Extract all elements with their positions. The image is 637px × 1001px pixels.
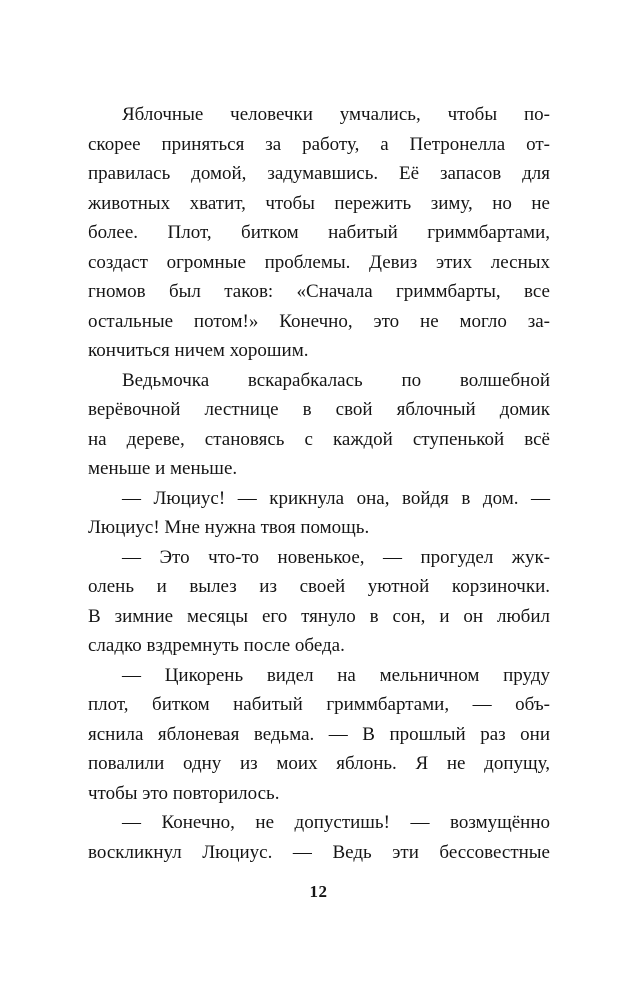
text-line: повалили одну из моих яблонь. Я не допущу, — [88, 753, 550, 774]
text-line: остальные потом!» Конечно, это не могло за- — [88, 310, 550, 332]
text-block — [88, 100, 550, 867]
paragraph — [88, 543, 550, 661]
text-line: меньше и меньше. — [88, 458, 238, 479]
paragraph — [88, 808, 550, 867]
text-line: верёвочной лестнице в свой яблочный домик — [88, 399, 550, 420]
text-line: олень и вылез из своей уютной корзиночки. — [88, 576, 550, 597]
text-line: — Это что-то новенькое, — прогудел жук- — [122, 546, 550, 568]
paragraph — [88, 366, 550, 484]
text-line: кончиться ничем хорошим. — [88, 340, 309, 361]
text-line: — Цикорень видел на мельничном пруду — [122, 664, 550, 686]
page-number: 12 — [309, 882, 328, 901]
text-line: сладко вздремнуть после обеда. — [88, 635, 345, 656]
text-line: яснила яблоневая ведьма. — В прошлый раз они — [88, 723, 550, 745]
text-line: на дереве, становясь с каждой ступенькой всё — [88, 428, 550, 450]
text-line: чтобы это повторилось. — [88, 782, 280, 804]
text-line: скорее приняться за работу, а Петронелла от- — [88, 133, 550, 155]
text-line: гномов был таков: «Сначала гриммбарты, все — [88, 281, 550, 302]
text-line: более. Плот, битком набитый гриммбартами, — [88, 222, 550, 243]
text-line: — Люциус! — крикнула она, войдя в дом. — — [122, 487, 550, 509]
text-line: Яблочные человечки умчались, чтобы по- — [122, 104, 550, 125]
paragraph — [88, 484, 550, 543]
text-line: правилась домой, задумавшись. Её запасов для — [88, 163, 550, 184]
text-line: животных хватит, чтобы пережить зиму, но не — [88, 192, 550, 214]
paragraph — [88, 661, 550, 809]
text-line: Люциус! Мне нужна твоя помощь. — [88, 517, 370, 538]
text-line: Ведьмочка вскарабкалась по волшебной — [122, 369, 550, 391]
text-line: создаст огромные проблемы. Девиз этих лесных — [88, 251, 550, 273]
text-line: воскликнул Люциус. — Ведь эти бессовестные — [88, 841, 550, 863]
paragraph — [88, 100, 550, 366]
text-line: В зимние месяцы его тянуло в сон, и он любил — [88, 605, 550, 627]
text-line: плот, битком набитый гриммбартами, — объ- — [88, 694, 550, 715]
text-line: — Конечно, не допустишь! — возмущённо — [122, 812, 550, 833]
